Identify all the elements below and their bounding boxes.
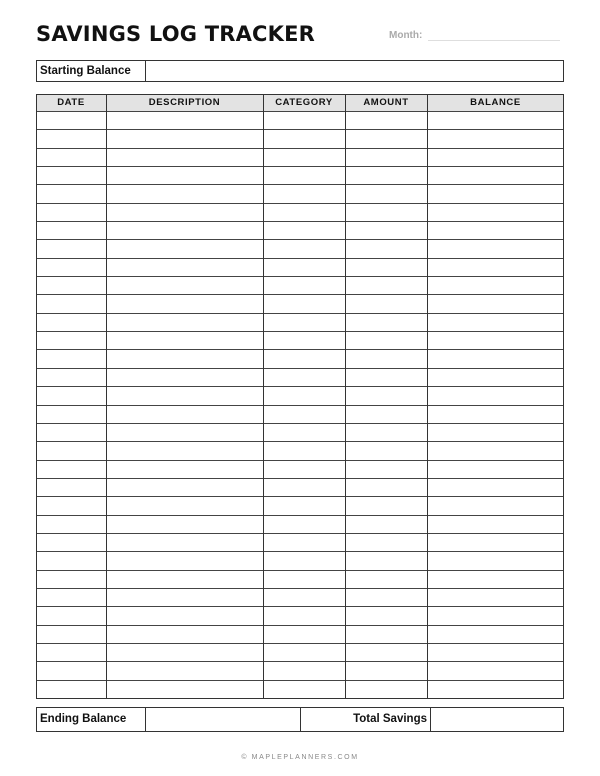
starting-balance-label: Starting Balance xyxy=(40,65,131,77)
savings-log-table xyxy=(36,94,564,699)
starting-balance-field[interactable] xyxy=(146,61,563,81)
ending-balance-label: Ending Balance xyxy=(40,713,127,725)
ending-balance-field[interactable] xyxy=(146,708,299,731)
column-header-description: DESCRIPTION xyxy=(148,97,221,108)
total-savings-field[interactable] xyxy=(431,708,563,731)
footer-credit: © MAPLEPLANNERS.COM xyxy=(241,754,359,761)
column-header-category: CATEGORY xyxy=(275,97,333,108)
column-header-date: DATE xyxy=(57,97,85,108)
column-header-amount: AMOUNT xyxy=(363,97,409,108)
page-title: SAVINGS LOG TRACKER xyxy=(36,22,316,46)
month-label: Month: xyxy=(389,30,423,41)
column-header-balance: BALANCE xyxy=(470,97,521,108)
month-field-line[interactable] xyxy=(428,40,560,41)
total-savings-label: Total Savings xyxy=(353,713,427,725)
